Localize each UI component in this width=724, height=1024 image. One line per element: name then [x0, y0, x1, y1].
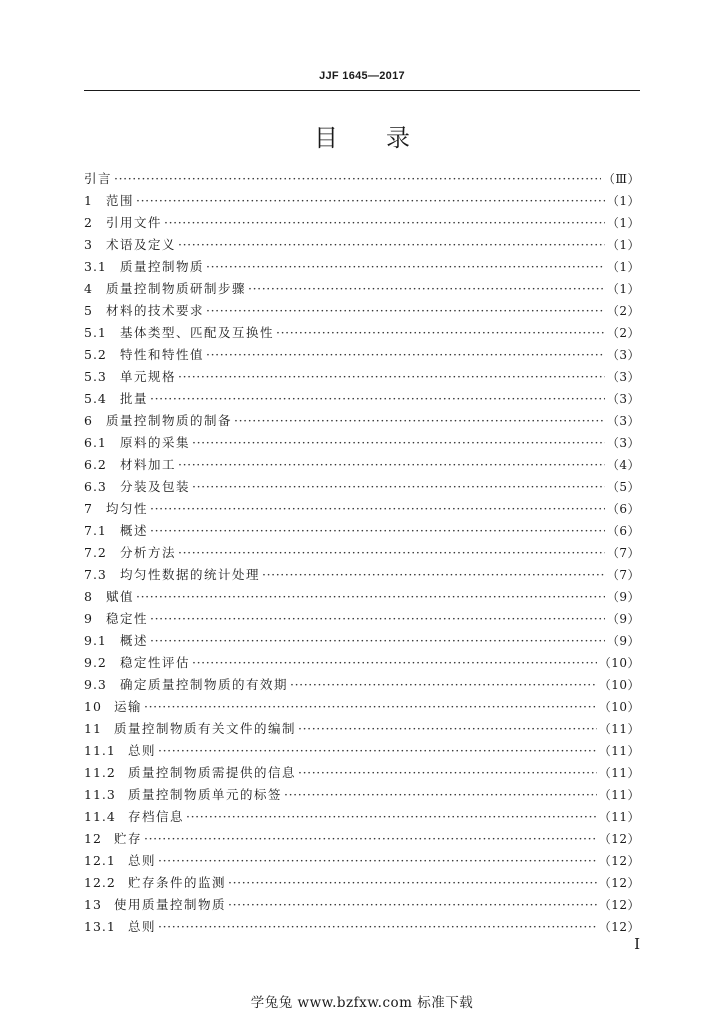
toc-entry-title: 分装及包装: [120, 479, 191, 494]
toc-entry-title: 赋值: [106, 589, 135, 604]
toc-entry[interactable]: [84, 410, 640, 432]
toc-entry-number: 5.2: [84, 347, 107, 362]
toc-entry-number: 7.2: [84, 545, 107, 560]
toc-entry[interactable]: [84, 212, 640, 234]
toc-entry-page: （9）: [606, 634, 640, 648]
toc-entry-number: 13: [84, 897, 102, 912]
toc-entry-title: 使用质量控制物质: [114, 897, 227, 912]
toc-dot-leader: [276, 322, 605, 344]
toc-dot-leader: [192, 476, 605, 498]
toc-entry[interactable]: [84, 674, 640, 696]
toc-entry-title: 运输: [114, 699, 143, 714]
toc-entry[interactable]: [84, 850, 640, 872]
toc-entry-page: （12）: [598, 854, 640, 868]
toc-entry-page: （5）: [606, 480, 640, 494]
toc-entry-page: （1）: [606, 260, 640, 274]
toc-entry-number: 7.1: [84, 523, 107, 538]
toc-entry-page: （3）: [606, 392, 640, 406]
toc-entry-number: 6.3: [84, 479, 107, 494]
toc-entry-page: （6）: [606, 524, 640, 538]
toc-entry[interactable]: [84, 454, 640, 476]
toc-dot-leader: [248, 278, 605, 300]
toc-entry[interactable]: [84, 564, 640, 586]
toc-dot-leader: [150, 520, 605, 542]
toc-entry-number: 12.1: [84, 853, 116, 868]
toc-entry[interactable]: [84, 300, 640, 322]
toc-entry-title: 贮存: [114, 831, 143, 846]
toc-entry-title: 批量: [120, 391, 149, 406]
toc-entry-page: （7）: [606, 568, 640, 582]
document-header: JJF 1645—2017: [319, 70, 405, 82]
toc-entry[interactable]: [84, 344, 640, 366]
toc-entry[interactable]: [84, 542, 640, 564]
toc-entry-page: （10）: [598, 700, 640, 714]
toc-entry[interactable]: [84, 388, 640, 410]
toc-entry[interactable]: [84, 894, 640, 916]
toc-entry-page: （1）: [606, 238, 640, 252]
toc-entry-title: 质量控制物质有关文件的编制: [114, 721, 297, 736]
toc-entry-number: 4: [84, 281, 93, 296]
toc-entry-page: （11）: [598, 788, 640, 802]
toc-entry-number: 3: [84, 237, 93, 252]
toc-dot-leader: [228, 872, 597, 894]
toc-dot-leader: [206, 300, 605, 322]
toc-entry-page: （1）: [606, 282, 640, 296]
toc-entry-number: 2: [84, 215, 93, 230]
toc-entry-page: （9）: [606, 590, 640, 604]
toc-entry-number: 12.2: [84, 875, 116, 890]
toc-entry-title: 总则: [128, 853, 157, 868]
toc-entry-title: 质量控制物质单元的标签: [128, 787, 283, 802]
toc-entry-number: 9.3: [84, 677, 107, 692]
toc-entry-page: （12）: [598, 876, 640, 890]
toc-entry-title: 稳定性评估: [120, 655, 191, 670]
toc-entry[interactable]: [84, 498, 640, 520]
toc-dot-leader: [206, 256, 605, 278]
toc-dot-leader: [136, 586, 605, 608]
toc-entry[interactable]: [84, 432, 640, 454]
toc-dot-leader: [136, 190, 605, 212]
toc-dot-leader: [158, 850, 597, 872]
toc-dot-leader: [158, 916, 597, 938]
toc-dot-leader: [150, 608, 605, 630]
toc-entry-number: 1: [84, 193, 93, 208]
toc-entry-number: 9: [84, 611, 93, 626]
toc-entry[interactable]: [84, 366, 640, 388]
toc-dot-leader: [298, 718, 597, 740]
toc-entry[interactable]: [84, 806, 640, 828]
toc-entry[interactable]: [84, 322, 640, 344]
page-title: 目录: [314, 124, 458, 152]
toc-entry-page: （3）: [606, 414, 640, 428]
toc-dot-leader: [144, 828, 597, 850]
toc-dot-leader: [178, 366, 605, 388]
toc-dot-leader: [178, 234, 605, 256]
toc-dot-leader: [114, 168, 601, 190]
toc-dot-leader: [192, 652, 597, 674]
toc-entry-title: 确定质量控制物质的有效期: [120, 677, 289, 692]
toc-dot-leader: [150, 498, 605, 520]
toc-entry-title: 总则: [128, 919, 157, 934]
toc-dot-leader: [284, 784, 597, 806]
toc-entry-number: 9.2: [84, 655, 107, 670]
toc-entry-page: （1）: [606, 216, 640, 230]
toc-entry[interactable]: [84, 586, 640, 608]
toc-entry-title: 质量控制物质的制备: [106, 413, 233, 428]
toc-entry-title: 术语及定义: [106, 237, 177, 252]
toc-entry-number: 5.4: [84, 391, 107, 406]
toc-dot-leader: [164, 212, 605, 234]
toc-entry-title: 原料的采集: [120, 435, 191, 450]
toc-entry-title: 质量控制物质研制步骤: [106, 281, 247, 296]
toc-dot-leader: [144, 696, 597, 718]
toc-entry-page: （2）: [606, 326, 640, 340]
toc-entry-title: 分析方法: [120, 545, 177, 560]
toc-entry-page: （11）: [598, 766, 640, 780]
page-number: I: [634, 935, 640, 953]
toc-entry-number: 6.2: [84, 457, 107, 472]
toc-entry-number: 7.3: [84, 567, 107, 582]
toc-entry-number: 11.1: [84, 743, 116, 758]
toc-dot-leader: [178, 454, 605, 476]
toc-entry-title: 稳定性: [106, 611, 149, 626]
toc-dot-leader: [186, 806, 597, 828]
toc-entry-title: 引言: [84, 171, 113, 186]
toc-entry-page: （12）: [598, 920, 640, 934]
toc-entry[interactable]: [84, 696, 640, 718]
table-of-contents: [84, 168, 640, 938]
toc-entry[interactable]: [84, 872, 640, 894]
toc-dot-leader: [298, 762, 597, 784]
toc-entry-page: （11）: [598, 744, 640, 758]
toc-entry[interactable]: [84, 520, 640, 542]
toc-entry-title: 材料的技术要求: [106, 303, 205, 318]
toc-entry-page: （4）: [606, 458, 640, 472]
toc-entry-number: 10: [84, 699, 102, 714]
toc-entry-page: （Ⅲ）: [602, 172, 640, 186]
toc-entry[interactable]: [84, 916, 640, 938]
toc-entry-title: 质量控制物质: [120, 259, 205, 274]
toc-entry-page: （11）: [598, 810, 640, 824]
toc-entry-title: 单元规格: [120, 369, 177, 384]
toc-entry[interactable]: [84, 608, 640, 630]
footer-watermark: 学兔兔 www.bzfxw.com 标准下载: [250, 995, 474, 1011]
toc-dot-leader: [234, 410, 605, 432]
toc-entry-page: （2）: [606, 304, 640, 318]
toc-entry-page: （1）: [606, 194, 640, 208]
toc-entry[interactable]: [84, 168, 640, 190]
toc-entry-title: 均匀性: [106, 501, 149, 516]
toc-dot-leader: [228, 894, 597, 916]
toc-entry-number: 11.4: [84, 809, 116, 824]
toc-entry[interactable]: [84, 740, 640, 762]
toc-entry-number: 11.2: [84, 765, 116, 780]
toc-entry-title: 基体类型、匹配及互换性: [120, 325, 275, 340]
toc-entry-title: 引用文件: [106, 215, 163, 230]
toc-entry-number: 13.1: [84, 919, 116, 934]
toc-entry-page: （12）: [598, 832, 640, 846]
toc-entry-page: （7）: [606, 546, 640, 560]
toc-entry[interactable]: [84, 234, 640, 256]
toc-entry-title: 概述: [120, 633, 149, 648]
toc-entry-number: 6.1: [84, 435, 107, 450]
toc-dot-leader: [206, 344, 605, 366]
toc-entry-title: 存档信息: [128, 809, 185, 824]
toc-entry[interactable]: [84, 278, 640, 300]
toc-entry-title: 贮存条件的监测: [128, 875, 227, 890]
toc-entry-page: （12）: [598, 898, 640, 912]
header-rule: [84, 90, 640, 91]
toc-entry[interactable]: [84, 784, 640, 806]
toc-entry-title: 范围: [106, 193, 135, 208]
toc-entry-page: （3）: [606, 436, 640, 450]
toc-entry-number: 5.3: [84, 369, 107, 384]
toc-entry-page: （10）: [598, 678, 640, 692]
toc-entry[interactable]: [84, 630, 640, 652]
toc-entry-title: 总则: [128, 743, 157, 758]
toc-entry-number: 12: [84, 831, 102, 846]
toc-entry-number: 6: [84, 413, 93, 428]
toc-entry-number: 7: [84, 501, 93, 516]
toc-dot-leader: [150, 388, 605, 410]
toc-entry[interactable]: [84, 256, 640, 278]
toc-entry-number: 11: [84, 721, 102, 736]
toc-entry-title: 材料加工: [120, 457, 177, 472]
toc-dot-leader: [178, 542, 605, 564]
toc-dot-leader: [262, 564, 605, 586]
toc-entry-title: 质量控制物质需提供的信息: [128, 765, 297, 780]
toc-entry-number: 9.1: [84, 633, 107, 648]
toc-entry-number: 8: [84, 589, 93, 604]
toc-entry[interactable]: [84, 652, 640, 674]
toc-entry-number: 3.1: [84, 259, 107, 274]
toc-entry[interactable]: [84, 718, 640, 740]
toc-dot-leader: [158, 740, 597, 762]
toc-entry-page: （10）: [598, 656, 640, 670]
toc-entry[interactable]: [84, 476, 640, 498]
toc-entry-number: 5: [84, 303, 93, 318]
toc-entry-page: （9）: [606, 612, 640, 626]
toc-entry[interactable]: [84, 828, 640, 850]
toc-dot-leader: [290, 674, 597, 696]
toc-entry-number: 11.3: [84, 787, 116, 802]
toc-entry-title: 特性和特性值: [120, 347, 205, 362]
toc-entry-page: （11）: [598, 722, 640, 736]
toc-entry[interactable]: [84, 762, 640, 784]
toc-entry-title: 概述: [120, 523, 149, 538]
toc-dot-leader: [192, 432, 605, 454]
toc-entry-page: （3）: [606, 370, 640, 384]
toc-entry[interactable]: [84, 190, 640, 212]
toc-entry-page: （3）: [606, 348, 640, 362]
toc-entry-number: 5.1: [84, 325, 107, 340]
toc-entry-title: 均匀性数据的统计处理: [120, 567, 261, 582]
toc-dot-leader: [150, 630, 605, 652]
toc-entry-page: （6）: [606, 502, 640, 516]
